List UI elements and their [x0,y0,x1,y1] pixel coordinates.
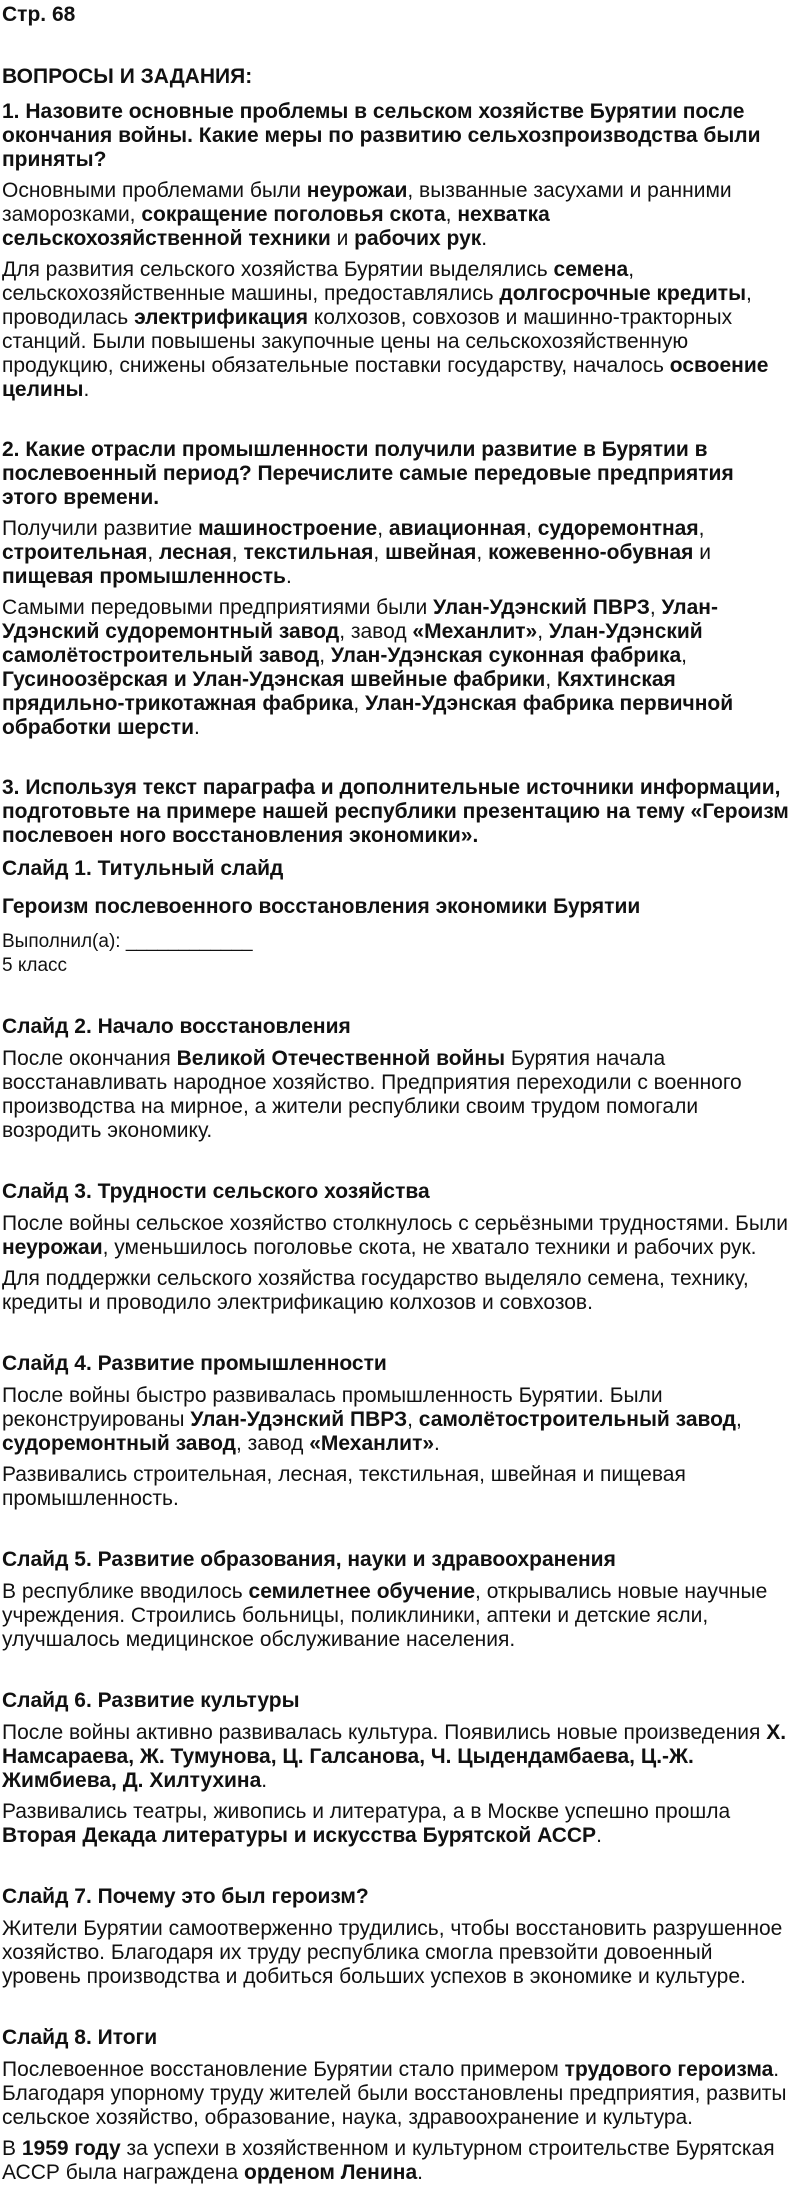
bold-text-run: семилетнее обучение [248,1580,476,1603]
slide-2-paragraph-1 [2,1047,794,1143]
bold-text-run: текстильная [243,541,374,564]
text-run: , [476,541,489,564]
slide-4-paragraph-1 [2,1384,794,1456]
slide-6-paragraph-2 [2,1800,794,1848]
text-run: . [83,378,90,401]
bold-text-run: орденом Ленина [244,2161,418,2184]
text-run: В республике вводилось [2,1580,249,1603]
bold-text-run: лесная [159,541,232,564]
text-run: , [147,541,160,564]
bold-text-run: авиационная [388,517,527,540]
text-run: Получили развитие [2,517,199,540]
bold-text-run: Улан-Удэнский судоремонтный завод [2,596,718,643]
slide-6-paragraph-1 [2,1721,794,1793]
slide-8-paragraph-2 [2,2137,794,2185]
text-run: , [526,517,538,540]
bold-text-run: 1959 году [21,2137,121,2160]
bold-text-run: Кяхтинская прядильно-трикотажная фабрика [2,668,676,715]
bold-text-run: самолётостроительный завод [418,1408,737,1431]
bold-text-run: сокращение поголовья скота [141,203,446,226]
bold-text-run: пищевая промышленность [2,565,286,588]
text-run: , [537,620,549,643]
text-run: После войны быстро развивалась промышленность Бурятии. Были реконструированы [2,1384,663,1431]
answer-1-paragraph-2 [2,258,794,402]
text-run: , сельскохозяйственные машины, предоставлялись [2,258,635,305]
text-run: , [545,668,558,691]
slide-6-title: Слайд 6. Развитие культуры [2,1689,300,1712]
bold-text-run: «Механлит» [309,1432,435,1455]
bold-text-run: кожевенно-обувная [488,541,694,564]
text-run: Послевоенное восстановление Бурятии стало примером [2,2058,565,2081]
text-run: . [417,2161,423,2184]
text-run: , [319,644,331,667]
text-run: . [261,1769,268,1792]
slide-5-paragraph-1 [2,1580,794,1652]
slide-4-paragraph-2 [2,1463,794,1511]
text-run: и [693,541,711,564]
text-run: , открывались новые научные учреждения. Строились больницы, поликлиники, аптеки и детские ясли, улучшалось медицинское обслуживание населения. [2,1580,768,1651]
text-run: , завод [339,620,413,643]
text-run: , [353,692,365,715]
answer-2-paragraph-2 [2,596,794,740]
bold-text-run: Улан-Удэнская фабрика первичной обработки шерсти [2,692,734,739]
text-run: , [445,203,458,226]
text-run: . Благодаря упорному труду жителей были восстановлены предприятия, развиты сельское хозяйство, образование, наука, здравоохранение и культура. [2,2058,787,2129]
text-run: , [681,644,687,667]
text-run: . [596,1824,602,1847]
bold-text-run: долгосрочные кредиты [499,282,746,305]
page-number: Стр. 68 [2,3,76,26]
text-run: и [330,227,355,250]
question-1: 1. Назовите основные проблемы в сельском хозяйстве Бурятии после окончания войны. Какие меры по развитию сельхозпроизводства были приняты? [2,100,761,171]
slide-1-title: Слайд 1. Титульный слайд [2,857,284,880]
slide-8-title: Слайд 8. Итоги [2,2026,158,2049]
bold-text-run: рабочих рук [354,227,482,250]
text-run: Развивались строительная, лесная, текстильная, швейная и пищевая промышленность. [2,1463,686,1510]
bold-text-run: неурожаи [306,179,408,202]
bold-text-run: строительная [2,541,148,564]
bold-text-run: Вторая Декада литературы и искусства Бурятской АССР [2,1824,597,1847]
text-run: Самыми передовыми предприятиями были [2,596,434,619]
slide-7-paragraph-1 [2,1917,794,1989]
bold-text-run: машиностроение [198,517,378,540]
text-run: , уменьшилось поголовье скота, не хватало техники и рабочих рук. [102,1236,757,1259]
bold-text-run: семена [553,258,629,281]
bold-text-run: Улан-Удэнский ПВРЗ [433,596,650,619]
text-run: , проводилась [2,282,752,329]
text-run: После войны активно развивалась культура. Появились новые произведения [2,1721,767,1744]
bold-text-run: «Механлит» [412,620,538,643]
bold-text-run: неурожаи [2,1236,103,1259]
slide-1-subtitle: Героизм послевоенного восстановления экономики Бурятии [2,895,641,918]
text-run: за успехи в хозяйственном и культурном строительстве Бурятская АССР была награждена [2,2137,775,2184]
section-heading: ВОПРОСЫ И ЗАДАНИЯ: [2,65,253,88]
text-run: Основными проблемами были [2,179,307,202]
slide-1-author: Выполнил(а): ____________ [2,931,253,952]
text-run: После войны сельское хозяйство столкнулось с серьёзными трудностями. Были [2,1212,789,1235]
text-run: Развивались театры, живопись и литература, а в Москве успешно прошла [2,1800,731,1823]
text-run: , [736,1408,742,1431]
bold-text-run: швейная [385,541,477,564]
question-3: 3. Используя текст параграфа и дополнительные источники информации, подготовьте на примере нашей республики презентацию на тему «Героизм послевоен ного восстановления экономики». [2,776,789,847]
answer-1-paragraph-1 [2,179,794,251]
slide-3-paragraph-1 [2,1212,794,1260]
text-run: Жители Бурятии самоотверженно трудились, чтобы восстановить разрушенное хозяйство. Благодаря их труду республика смогла превзойти довоенный уровень производства и добиться больших успехов в экономике и культуре. [2,1917,783,1988]
text-run: Для развития сельского хозяйства Бурятии выделялись [2,258,554,281]
bold-text-run: Гусиноозёрская и Улан-Удэнская швейные фабрики [2,668,546,691]
bold-text-run: судоремонтная [537,517,699,540]
answer-2-paragraph-1 [2,517,794,589]
text-run: . [481,227,488,250]
text-run: , [377,517,389,540]
text-run: , завод [236,1432,310,1455]
slide-1-class: 5 класс [2,955,68,976]
slide-3-title: Слайд 3. Трудности сельского хозяйства [2,1180,430,1203]
text-run: . [285,565,292,588]
text-run: Бурятия начала восстанавливать народное хозяйство. Предприятия переходили с военного производства на мирное, а жители республики своим трудом помогали возродить экономику. [2,1047,742,1142]
slide-8-paragraph-1 [2,2058,794,2130]
text-run: , [373,541,386,564]
bold-text-run: Улан-Удэнский ПВРЗ [190,1408,408,1431]
bold-text-run: трудового героизма [564,2058,774,2081]
slide-7-title: Слайд 7. Почему это был героизм? [2,1885,369,1908]
slide-2-title: Слайд 2. Начало восстановления [2,1015,351,1038]
bold-text-run: судоремонтный завод [2,1432,236,1455]
text-run: , вызванные засухами и ранними заморозками, [2,179,732,226]
bold-text-run: Х. Намсараева, Ж. Тумунова, Ц. Галсанова, Ч. Цыдендамбаева, Ц.-Ж. Жимбиева, Д. Хилтухина [2,1721,787,1792]
slide-5-title: Слайд 5. Развитие образования, науки и здравоохранения [2,1548,616,1571]
text-run: . [194,716,200,739]
bold-text-run: освоение целины [2,354,769,401]
slide-3-paragraph-2 [2,1267,794,1315]
bold-text-run: Улан-Удэнская суконная фабрика [330,644,682,667]
text-run: . [434,1432,440,1455]
text-run: колхозов, совхозов и машинно-тракторных станций. Были повышены закупочные цены на сельскохозяйственную продукцию, снижены обязательные поставки государству, началось [2,306,733,377]
bold-text-run: нехватка сельскохозяйственной техники [2,203,550,250]
text-run: , [407,1408,419,1431]
text-run: В [2,2137,22,2160]
text-run: , [231,541,244,564]
text-run: , [698,517,705,540]
slide-4-title: Слайд 4. Развитие промышленности [2,1352,387,1375]
bold-text-run: Улан-Удэнский самолётостроительный завод [2,620,703,667]
bold-text-run: электрификация [134,306,308,329]
slides-list [2,1014,794,2185]
text-run: Для поддержки сельского хозяйства государство выделяло семена, технику, кредиты и проводило электрификацию колхозов и совхозов. [2,1267,749,1314]
bold-text-run: Великой Отечественной войны [176,1047,506,1070]
question-2: 2. Какие отрасли промышленности получили развитие в Бурятии в послевоенный период? Перечислите самые передовые предприятия этого времени. [2,438,734,509]
text-run: , [649,596,662,619]
text-run: После окончания [2,1047,177,1070]
